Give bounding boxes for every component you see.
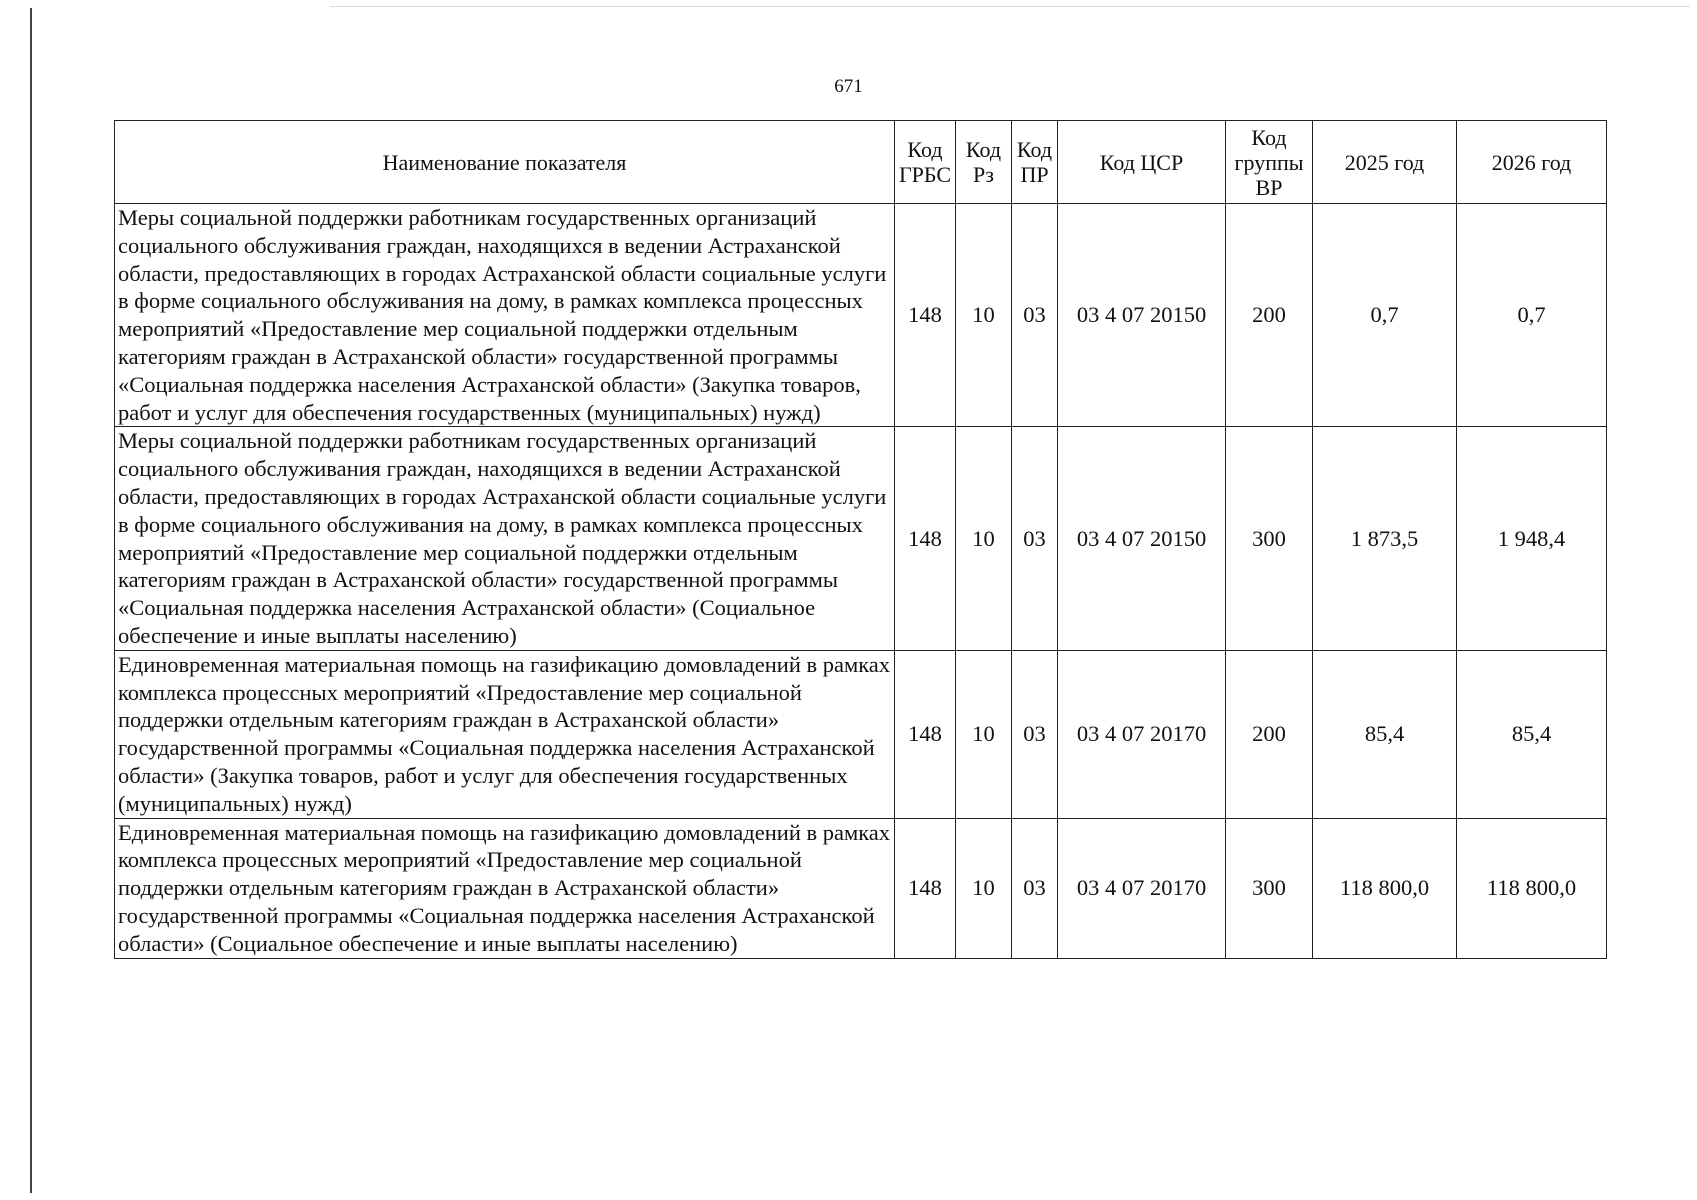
row-csr: 03 4 07 20170 — [1058, 818, 1226, 958]
row-name: Единовременная материальная помощь на газификацию домовладений в рамках комплекса процессных мероприятий «Предоставление мер социальной поддержки отдельным категориям граждан в Астраханской области» государственной программы «Социальная поддержка населения Астраханской области» (Социальное обеспечение и иные выплаты населению) — [115, 818, 895, 958]
row-rz: 10 — [956, 650, 1012, 818]
table-row — [115, 818, 1607, 958]
scan-left-border — [30, 8, 32, 1193]
row-vr: 200 — [1226, 650, 1313, 818]
row-2025: 85,4 — [1313, 650, 1457, 818]
table-header-row — [115, 121, 1607, 204]
row-2026: 118 800,0 — [1457, 818, 1607, 958]
row-grbs: 148 — [895, 427, 956, 650]
table-row — [115, 650, 1607, 818]
row-name: Единовременная материальная помощь на газификацию домовладений в рамках комплекса процессных мероприятий «Предоставление мер социальной поддержки отдельным категориям граждан в Астраханской области» государственной программы «Социальная поддержка населения Астраханской области» (Закупка товаров, работ и услуг для обеспечения государственных (муниципальных) нужд) — [115, 650, 895, 818]
row-grbs: 148 — [895, 818, 956, 958]
header-pr: Код ПР — [1012, 121, 1058, 204]
row-name: Меры социальной поддержки работникам государственных организаций социального обслуживания граждан, находящихся в ведении Астраханской области, предоставляющих в городах Астраханской области социальные услуги в форме социального обслуживания на дому, в рамках комплекса процессных мероприятий «Предоставление мер социальной поддержки отдельным категориям граждан в Астраханской области» государственной программы «Социальная поддержка населения Астраханской области» (Закупка товаров, работ и услуг для обеспечения государственных (муниципальных) нужд) — [115, 204, 895, 427]
scan-top-border — [330, 6, 1690, 7]
header-grbs: Код ГРБС — [895, 121, 956, 204]
header-2025: 2025 год — [1313, 121, 1457, 204]
table-row — [115, 204, 1607, 427]
row-csr: 03 4 07 20170 — [1058, 650, 1226, 818]
row-rz: 10 — [956, 204, 1012, 427]
row-2026: 0,7 — [1457, 204, 1607, 427]
table-row — [115, 427, 1607, 650]
row-2026: 85,4 — [1457, 650, 1607, 818]
row-grbs: 148 — [895, 650, 956, 818]
row-pr: 03 — [1012, 427, 1058, 650]
row-grbs: 148 — [895, 204, 956, 427]
page-number: 671 — [834, 76, 863, 97]
header-name: Наименование показателя — [115, 121, 895, 204]
header-vr: Код группы ВР — [1226, 121, 1313, 204]
row-pr: 03 — [1012, 818, 1058, 958]
row-rz: 10 — [956, 427, 1012, 650]
row-pr: 03 — [1012, 650, 1058, 818]
row-csr: 03 4 07 20150 — [1058, 427, 1226, 650]
header-2026: 2026 год — [1457, 121, 1607, 204]
row-2025: 0,7 — [1313, 204, 1457, 427]
header-rz: Код Рз — [956, 121, 1012, 204]
row-vr: 300 — [1226, 427, 1313, 650]
row-2025: 1 873,5 — [1313, 427, 1457, 650]
row-name: Меры социальной поддержки работникам государственных организаций социального обслуживания граждан, находящихся в ведении Астраханской области, предоставляющих в городах Астраханской области социальные услуги в форме социального обслуживания на дому, в рамках комплекса процессных мероприятий «Предоставление мер социальной поддержки отдельным категориям граждан в Астраханской области» государственной программы «Социальная поддержка населения Астраханской области» (Социальное обеспечение и иные выплаты населению) — [115, 427, 895, 650]
budget-table — [114, 120, 1607, 959]
row-2025: 118 800,0 — [1313, 818, 1457, 958]
row-vr: 300 — [1226, 818, 1313, 958]
row-rz: 10 — [956, 818, 1012, 958]
row-vr: 200 — [1226, 204, 1313, 427]
header-csr: Код ЦСР — [1058, 121, 1226, 204]
row-csr: 03 4 07 20150 — [1058, 204, 1226, 427]
row-2026: 1 948,4 — [1457, 427, 1607, 650]
row-pr: 03 — [1012, 204, 1058, 427]
